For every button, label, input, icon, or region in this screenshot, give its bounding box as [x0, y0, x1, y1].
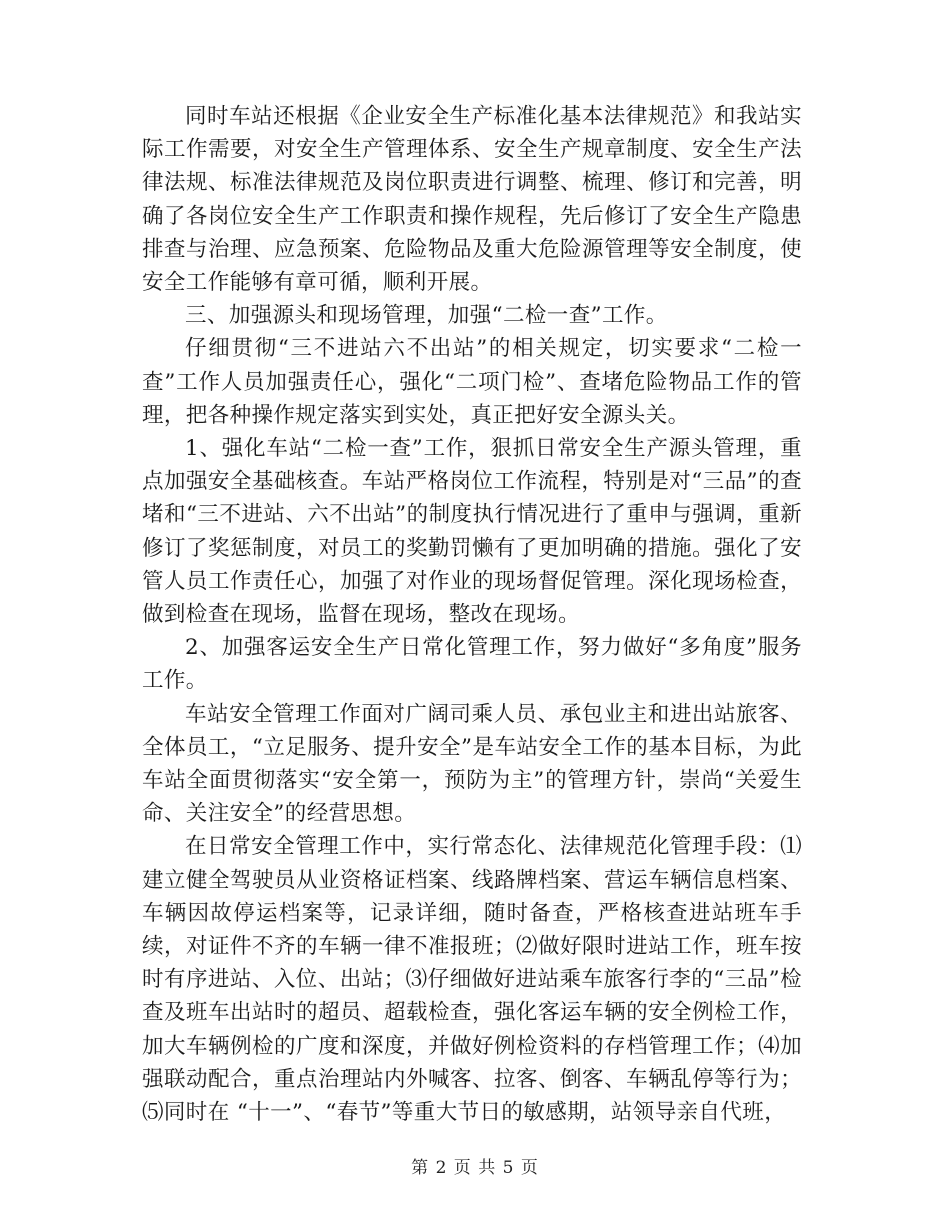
paragraph: 在日常安全管理工作中，实行常态化、法律规范化管理手段：⑴建立健全驾驶员从业资格证档案、线路牌档案、营运车辆信息档案、车辆因故停运档案等，记录详细，随时备查，严格核查进站班车手续，对证件不齐的车辆一律不准报班；⑵做好限时进站工作，班车按时有序进站、入位、出站；⑶仔细做好进站乘车旅客行李的“三品”检查及班车出站时的超员、超载检查，强化客运车辆的安全例检工作，加大车辆例检的广度和深度，并做好例检资料的存档管理工作；⑷加强联动配合，重点治理站内外喊客、拉客、倒客、车辆乱停等行为；⑸同时在 “十一”、“春节”等重大节日的敏感期，站领导亲自代班，: [142, 834, 802, 1126]
page-footer: 第 2 页 共 5 页: [411, 1158, 539, 1178]
section-heading: 三、加强源头和现场管理，加强“二检一查”工作。: [185, 303, 668, 329]
document-body: [142, 100, 802, 1129]
paragraph: 仔细贯彻“三不进站六不出站”的相关规定，切实要求“二检一查”工作人员加强责任心，强化“二项门检”、查堵危险物品工作的管理，把各种操作规定落实到实处，真正把好安全源头关。: [142, 336, 802, 428]
paragraph: 2、加强客运安全生产日常化管理工作，努力做好“多角度”服务工作。: [142, 635, 802, 694]
paragraph: 1、强化车站“二检一查”工作，狠抓日常安全生产源头管理，重点加强安全基础核查。车站严格岗位工作流程，特别是对“三品”的查堵和“三不进站、六不出站”的制度执行情况进行了重申与强调，重新修订了奖惩制度，对员工的奖勤罚懒有了更加明确的措施。强化了安管人员工作责任心，加强了对作业的现场督促管理。深化现场检查，做到检查在现场，监督在现场，整改在现场。: [142, 436, 802, 628]
paragraph: 同时车站还根据《企业安全生产标准化基本法律规范》和我站实际工作需要，对安全生产管理体系、安全生产规章制度、安全生产法律法规、标准法律规范及岗位职责进行调整、梳理、修订和完善，明确了各岗位安全生产工作职责和操作规程，先后修订了安全生产隐患排查与治理、应急预案、危险物品及重大危险源管理等安全制度，使安全工作能够有章可循，顺利开展。: [142, 104, 802, 296]
paragraph: 车站安全管理工作面对广阔司乘人员、承包业主和进出站旅客、全体员工，“立足服务、提升安全”是车站安全工作的基本目标，为此车站全面贯彻落实“安全第一，预防为主”的管理方针，崇尚“关爱生命、关注安全”的经营思想。: [142, 701, 802, 827]
